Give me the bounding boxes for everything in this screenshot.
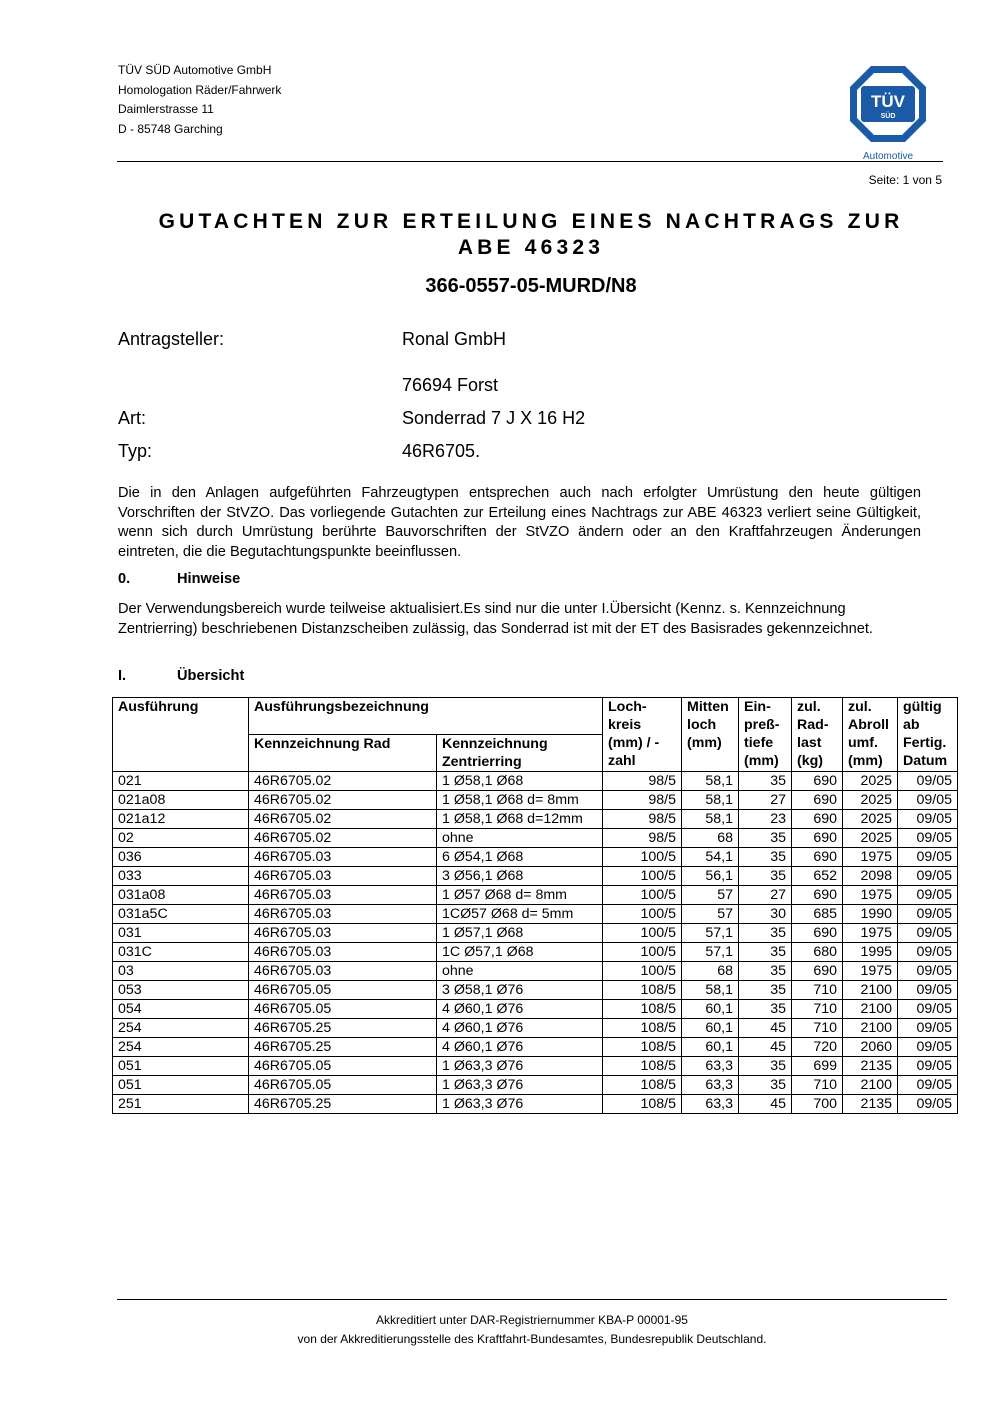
table-row [113, 848, 958, 867]
table-cell: 100/5 [603, 962, 682, 981]
table-cell: 35 [739, 1076, 792, 1095]
table-cell: 053 [113, 981, 249, 1000]
col-header-kennz-zentrierring: Kennzeichnung Zentrierring [437, 735, 603, 772]
table-cell: 35 [739, 848, 792, 867]
table-header [113, 698, 958, 772]
table-cell: 031 [113, 924, 249, 943]
table-row [113, 924, 958, 943]
table-cell: 57 [682, 886, 739, 905]
table-cell: 09/05 [898, 1095, 958, 1114]
table-cell: 100/5 [603, 905, 682, 924]
table-cell: 690 [792, 772, 843, 791]
table-cell: 108/5 [603, 1076, 682, 1095]
table-cell: 09/05 [898, 1038, 958, 1057]
issuer-address [118, 61, 281, 139]
table-cell: 2100 [843, 981, 898, 1000]
table-cell: 1990 [843, 905, 898, 924]
table-row [113, 829, 958, 848]
table-row [113, 1076, 958, 1095]
table-cell: ohne [437, 962, 603, 981]
table-row [113, 1000, 958, 1019]
table-cell: 56,1 [682, 867, 739, 886]
table-cell: 1 Ø57 Ø68 d= 8mm [437, 886, 603, 905]
table-cell: 690 [792, 924, 843, 943]
table-cell: 98/5 [603, 810, 682, 829]
table-cell: 031C [113, 943, 249, 962]
address-line: TÜV SÜD Automotive GmbH [118, 63, 272, 77]
table-cell: 100/5 [603, 924, 682, 943]
table-cell: 35 [739, 924, 792, 943]
table-cell: 09/05 [898, 905, 958, 924]
table-cell: 2100 [843, 1019, 898, 1038]
document-number: 366-0557-05-MURD/N8 [425, 275, 637, 297]
table-cell: 699 [792, 1057, 843, 1076]
section-1-heading [118, 668, 244, 684]
table-cell: 58,1 [682, 772, 739, 791]
table-cell: 2098 [843, 867, 898, 886]
table-cell: 46R6705.03 [249, 886, 437, 905]
table-cell: 35 [739, 829, 792, 848]
table-cell: 35 [739, 981, 792, 1000]
table-cell: 108/5 [603, 1019, 682, 1038]
footer [117, 1311, 947, 1349]
address-line: D - 85748 Garching [118, 121, 223, 136]
table-cell: 45 [739, 1095, 792, 1114]
table-cell: 46R6705.25 [249, 1019, 437, 1038]
table-row [113, 867, 958, 886]
col-header-mittenloch: Mitten loch (mm) [682, 698, 739, 772]
table-cell: 09/05 [898, 1057, 958, 1076]
table-cell: 46R6705.02 [249, 772, 437, 791]
table-cell: 031a08 [113, 886, 249, 905]
table-cell: 254 [113, 1019, 249, 1038]
table-row [113, 962, 958, 981]
table-cell: 27 [739, 886, 792, 905]
applicant-name: Ronal GmbH [402, 329, 507, 349]
table-cell: 46R6705.25 [249, 1095, 437, 1114]
page-number: Seite: 1 von 5 [868, 173, 942, 187]
table-cell: 1CØ57 Ø68 d= 5mm [437, 905, 603, 924]
table-cell: 1 Ø63,3 Ø76 [437, 1057, 603, 1076]
table-cell: 46R6705.02 [249, 810, 437, 829]
table-cell: 680 [792, 943, 843, 962]
table-cell: 46R6705.02 [249, 829, 437, 848]
col-header-bezeichnung: Ausführungsbezeichnung [249, 698, 603, 735]
table-cell: 09/05 [898, 848, 958, 867]
table-cell: 46R6705.03 [249, 848, 437, 867]
table-cell: 1 Ø58,1 Ø68 [437, 772, 603, 791]
table-cell: 60,1 [682, 1019, 739, 1038]
table-cell: 46R6705.05 [249, 1076, 437, 1095]
table-cell: 35 [739, 1000, 792, 1019]
table-cell: 02 [113, 829, 249, 848]
art-value: Sonderrad 7 J X 16 H2 [402, 408, 586, 428]
table-cell: 685 [792, 905, 843, 924]
table-cell: 254 [113, 1038, 249, 1057]
typ-label: Typ: [118, 441, 153, 461]
table-cell: 1 Ø58,1 Ø68 d=12mm [437, 810, 603, 829]
table-cell: 09/05 [898, 981, 958, 1000]
art-label: Art: [118, 408, 147, 428]
table-cell: 021a12 [113, 810, 249, 829]
table-cell: 09/05 [898, 1000, 958, 1019]
section-0-heading [118, 571, 240, 587]
table-cell: 100/5 [603, 848, 682, 867]
table-cell: 108/5 [603, 1057, 682, 1076]
table-cell: 690 [792, 848, 843, 867]
table-body [113, 772, 958, 1114]
table-cell: 4 Ø60,1 Ø76 [437, 1019, 603, 1038]
table-cell: 45 [739, 1038, 792, 1057]
table-cell: 46R6705.03 [249, 867, 437, 886]
logo-mark-text: TÜV [871, 92, 905, 111]
table-cell: 2135 [843, 1095, 898, 1114]
table-cell: 652 [792, 867, 843, 886]
document-title [118, 209, 944, 261]
table-cell: 710 [792, 981, 843, 1000]
table-cell: 051 [113, 1057, 249, 1076]
table-cell: 036 [113, 848, 249, 867]
table-cell: 57 [682, 905, 739, 924]
tuv-sud-logo [848, 64, 928, 164]
table-cell: 4 Ø60,1 Ø76 [437, 1038, 603, 1057]
table-cell: 35 [739, 943, 792, 962]
table-cell: 46R6705.05 [249, 1057, 437, 1076]
table-cell: 2060 [843, 1038, 898, 1057]
table-cell: 46R6705.03 [249, 924, 437, 943]
table-cell: 1 Ø58,1 Ø68 d= 8mm [437, 791, 603, 810]
table-cell: 09/05 [898, 867, 958, 886]
table-cell: 46R6705.03 [249, 962, 437, 981]
table-row [113, 943, 958, 962]
table-cell: 108/5 [603, 1095, 682, 1114]
table-cell: 108/5 [603, 1038, 682, 1057]
table-cell: 108/5 [603, 981, 682, 1000]
hinweise-paragraph: Der Verwendungsbereich wurde teilweise aktualisiert.Es sind nur die unter I.Übersicht (Kennz. s. Kennzeichnung Zentrierring) beschriebenen Distanzscheiben zulässig, das Sonderrad ist mit der ET des Basisrades gekennzeichnet. [118, 601, 873, 637]
table-cell: 35 [739, 962, 792, 981]
table-row [113, 1095, 958, 1114]
table-cell: 710 [792, 1000, 843, 1019]
table-cell: 1C Ø57,1 Ø68 [437, 943, 603, 962]
table-cell: 09/05 [898, 886, 958, 905]
table-row [113, 981, 958, 1000]
table-cell: 4 Ø60,1 Ø76 [437, 1000, 603, 1019]
table-cell: 2100 [843, 1076, 898, 1095]
table-cell: 710 [792, 1076, 843, 1095]
table-cell: 09/05 [898, 791, 958, 810]
title-line-2: ABE 46323 [457, 236, 605, 259]
table-cell: 690 [792, 886, 843, 905]
table-cell: 23 [739, 810, 792, 829]
table-cell: 58,1 [682, 981, 739, 1000]
table-cell: 100/5 [603, 943, 682, 962]
address-line: Daimlerstrasse 11 [118, 102, 214, 116]
table-cell: 031a5C [113, 905, 249, 924]
table-cell: 03 [113, 962, 249, 981]
footer-divider [117, 1299, 947, 1300]
section-title: Übersicht [177, 668, 245, 684]
table-cell: 1975 [843, 962, 898, 981]
table-cell: 35 [739, 772, 792, 791]
table-row [113, 886, 958, 905]
table-cell: 021 [113, 772, 249, 791]
table-cell: 700 [792, 1095, 843, 1114]
table-row [113, 1019, 958, 1038]
table-cell: 46R6705.02 [249, 791, 437, 810]
table-cell: 1 Ø63,3 Ø76 [437, 1076, 603, 1095]
table-cell: 108/5 [603, 1000, 682, 1019]
table-cell: 690 [792, 791, 843, 810]
table-cell: 60,1 [682, 1038, 739, 1057]
typ-value: 46R6705. [402, 441, 481, 461]
table-cell: 1975 [843, 924, 898, 943]
logo-caption-text: Automotive [862, 151, 914, 162]
footer-line-1: Akkreditiert unter DAR-Registriernummer KBA-P 00001-95 [376, 1313, 688, 1327]
table-cell: 09/05 [898, 1019, 958, 1038]
table-cell: 021a08 [113, 791, 249, 810]
section-number: 0. [118, 571, 131, 587]
table-row [113, 772, 958, 791]
table-cell: 1 Ø57,1 Ø68 [437, 924, 603, 943]
table-cell: 35 [739, 867, 792, 886]
table-cell: 63,3 [682, 1095, 739, 1114]
table-cell: 2025 [843, 772, 898, 791]
table-cell: 30 [739, 905, 792, 924]
table-cell: 68 [682, 829, 739, 848]
table-cell: 6 Ø54,1 Ø68 [437, 848, 603, 867]
table-cell: 1995 [843, 943, 898, 962]
table-cell: 2025 [843, 829, 898, 848]
col-header-abrollumfang: zul. Abroll umf. (mm) [843, 698, 898, 772]
title-line-1: GUTACHTEN ZUR ERTEILUNG EINES NACHTRAGS ZUR [158, 210, 904, 233]
col-header-einpresstiefe: Ein-preß-tiefe (mm) [739, 698, 792, 772]
table-cell: 46R6705.25 [249, 1038, 437, 1057]
table-cell: 09/05 [898, 1076, 958, 1095]
applicant-label: Antragsteller: [118, 329, 225, 349]
table-cell: 45 [739, 1019, 792, 1038]
col-header-radlast: zul. Rad-last (kg) [792, 698, 843, 772]
table-cell: 2025 [843, 810, 898, 829]
table-cell: 3 Ø56,1 Ø68 [437, 867, 603, 886]
intro-paragraph: Die in den Anlagen aufgeführten Fahrzeugtypen entsprechen auch nach erfolgter Umrüstung den heute gültigen Vorschriften der StVZO. Das vorliegende Gutachten zur Erteilung eines Nachtrags zur ABE 46323 verliert seine Gültigkeit, wenn sich durch Umrüstung berührte Bauvorschriften der StVZO ändern oder an den Kraftfahrzeugen Änderungen eintreten, die die Begutachtungspunkte beeinflussen. [118, 485, 921, 560]
table-cell: 100/5 [603, 867, 682, 886]
table-row [113, 905, 958, 924]
table-cell: 98/5 [603, 772, 682, 791]
table-cell: 100/5 [603, 886, 682, 905]
table-cell: 09/05 [898, 943, 958, 962]
table-cell: 3 Ø58,1 Ø76 [437, 981, 603, 1000]
table-cell: 27 [739, 791, 792, 810]
table-cell: 60,1 [682, 1000, 739, 1019]
table-cell: 54,1 [682, 848, 739, 867]
table-cell: 1975 [843, 848, 898, 867]
table-cell: 690 [792, 829, 843, 848]
table-cell: 57,1 [682, 943, 739, 962]
table-cell: 2135 [843, 1057, 898, 1076]
table-cell: 251 [113, 1095, 249, 1114]
table-cell: 98/5 [603, 829, 682, 848]
table-cell: 690 [792, 810, 843, 829]
table-cell: 09/05 [898, 772, 958, 791]
address-line: Homologation Räder/Fahrwerk [118, 82, 282, 97]
table-cell: 63,3 [682, 1057, 739, 1076]
section-title: Hinweise [177, 571, 241, 587]
table-cell: ohne [437, 829, 603, 848]
table-cell: 033 [113, 867, 249, 886]
table-row [113, 791, 958, 810]
table-cell: 98/5 [603, 791, 682, 810]
table-cell: 58,1 [682, 791, 739, 810]
header-divider [117, 161, 943, 162]
col-header-ausfuehrung: Ausführung [113, 698, 249, 772]
table-cell: 054 [113, 1000, 249, 1019]
table-row [113, 1057, 958, 1076]
table-cell: 63,3 [682, 1076, 739, 1095]
col-header-lochkreis: Loch-kreis (mm) / -zahl [603, 698, 682, 772]
table-cell: 09/05 [898, 829, 958, 848]
col-header-kennz-rad: Kennzeichnung Rad [249, 735, 437, 772]
footer-line-2: von der Akkreditierungsstelle des Kraftfahrt-Bundesamtes, Bundesrepublik Deutschland. [297, 1332, 767, 1346]
overview-table [112, 697, 958, 1114]
table-cell: 710 [792, 1019, 843, 1038]
table-cell: 2025 [843, 791, 898, 810]
table-cell: 46R6705.05 [249, 1000, 437, 1019]
table-cell: 68 [682, 962, 739, 981]
section-number: I. [118, 668, 127, 684]
table-cell: 1975 [843, 886, 898, 905]
table-row [113, 1038, 958, 1057]
table-cell: 57,1 [682, 924, 739, 943]
table-cell: 1 Ø63,3 Ø76 [437, 1095, 603, 1114]
table-cell: 46R6705.03 [249, 943, 437, 962]
logo-sub-text: SÜD [880, 113, 896, 120]
table-cell: 46R6705.03 [249, 905, 437, 924]
table-cell: 35 [739, 1057, 792, 1076]
table-cell: 051 [113, 1076, 249, 1095]
col-header-gueltig: gültig ab Fertig. Datum [898, 698, 958, 772]
table-row [113, 810, 958, 829]
table-cell: 690 [792, 962, 843, 981]
table-cell: 46R6705.05 [249, 981, 437, 1000]
applicant-city: 76694 Forst [402, 375, 499, 395]
table-cell: 09/05 [898, 810, 958, 829]
table-cell: 720 [792, 1038, 843, 1057]
table-cell: 09/05 [898, 924, 958, 943]
table-cell: 2100 [843, 1000, 898, 1019]
table-cell: 58,1 [682, 810, 739, 829]
table-cell: 09/05 [898, 962, 958, 981]
